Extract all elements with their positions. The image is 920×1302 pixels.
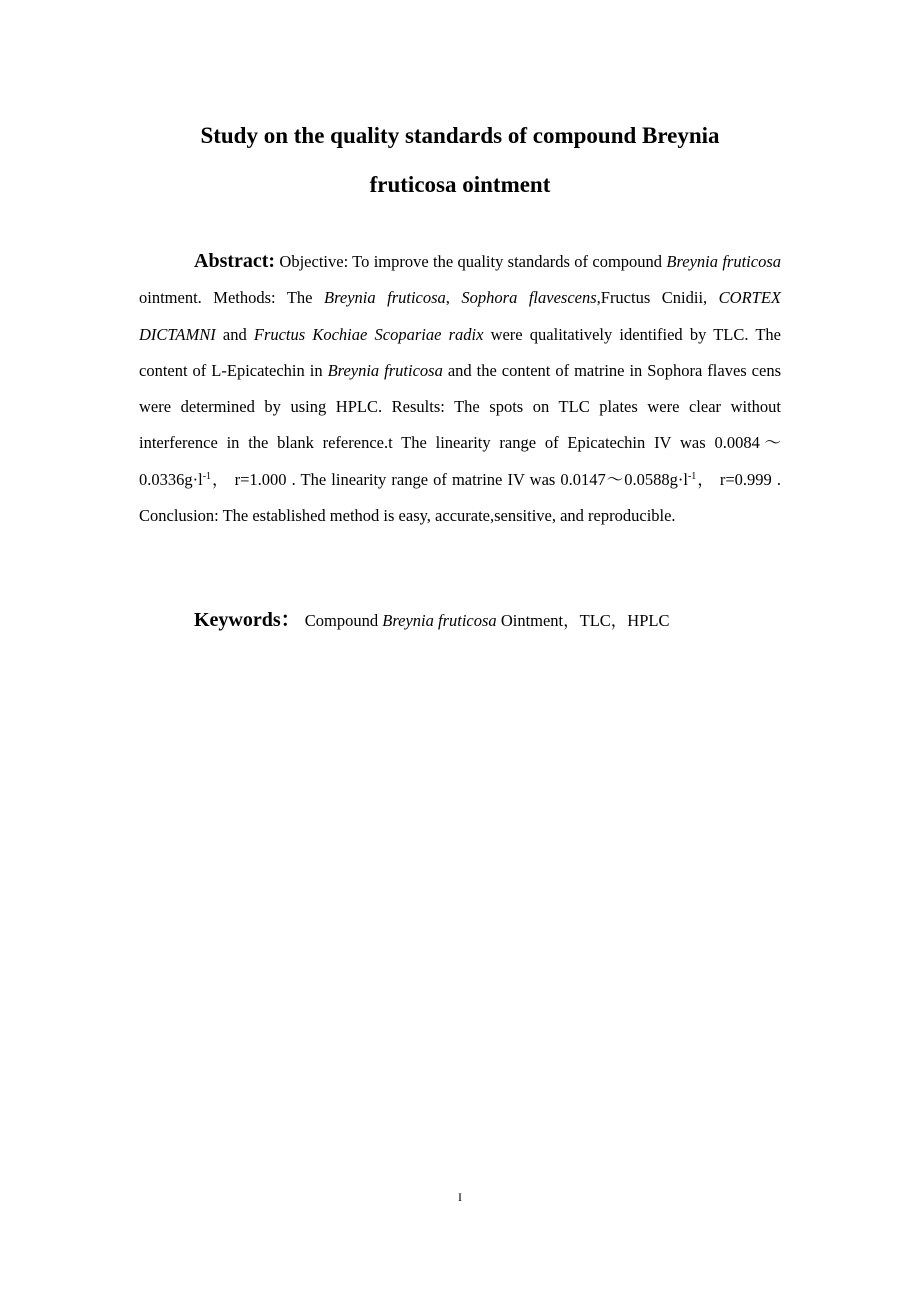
- abstract-species-name: Breynia fruticosa: [323, 288, 446, 308]
- abstract-species-name: Fructus Kochiae Scopariae radix: [253, 324, 484, 344]
- paper-title-line-2: fruticosa ointment: [369, 172, 551, 197]
- keywords-species-name: Breynia fruticosa: [382, 611, 497, 630]
- abstract-species-name: CORTEX DICTAMNI: [139, 288, 781, 344]
- unit-superscript: -1: [687, 470, 697, 482]
- keywords-text: Compound: [300, 611, 383, 630]
- page-number: I: [458, 1190, 462, 1204]
- abstract-species-name: Breynia fruticosa: [327, 360, 443, 380]
- abstract-paragraph: [139, 243, 781, 534]
- abstract-species-name: Breynia fruticosa: [666, 252, 781, 271]
- keywords-line: [194, 606, 794, 635]
- abstract-text: and: [215, 324, 254, 344]
- abstract-text: ,: [445, 288, 462, 308]
- paper-title-line-1: Study on the quality standards of compound Breynia: [200, 123, 720, 148]
- unit-superscript: -1: [202, 470, 212, 482]
- abstract-text: ointment. Methods: The: [139, 288, 324, 308]
- keywords-text: Ointment，TLC，HPLC: [496, 611, 670, 630]
- keywords-label: Keywords：: [194, 609, 301, 631]
- abstract-text: Objective: To improve the quality standards of compound: [275, 252, 667, 271]
- abstract-text: ,Fructus Cnidii,: [596, 288, 719, 308]
- abstract-text: ， r=1.000 . The linearity range of matrine IV was 0.0147～0.0588g·l: [211, 469, 688, 489]
- abstract-label: Abstract:: [194, 250, 276, 272]
- abstract-text: ， r=0.999 . Conclusion: The established method is easy, accurate,sensitive, and reproducible.: [139, 469, 781, 526]
- abstract-text: and the content of matrine in Sophora flaves cens were determined by using HPLC. Results: The spots on TLC plates were clear without interference in the blank reference.t The linearity range of Epicatechin IV was 0.0084～0.0336g·l: [139, 360, 781, 489]
- abstract-species-name: Sophora flavescens: [461, 288, 597, 308]
- abstract-text: were qualitatively identified by TLC. The content of L-Epicatechin in: [139, 324, 782, 380]
